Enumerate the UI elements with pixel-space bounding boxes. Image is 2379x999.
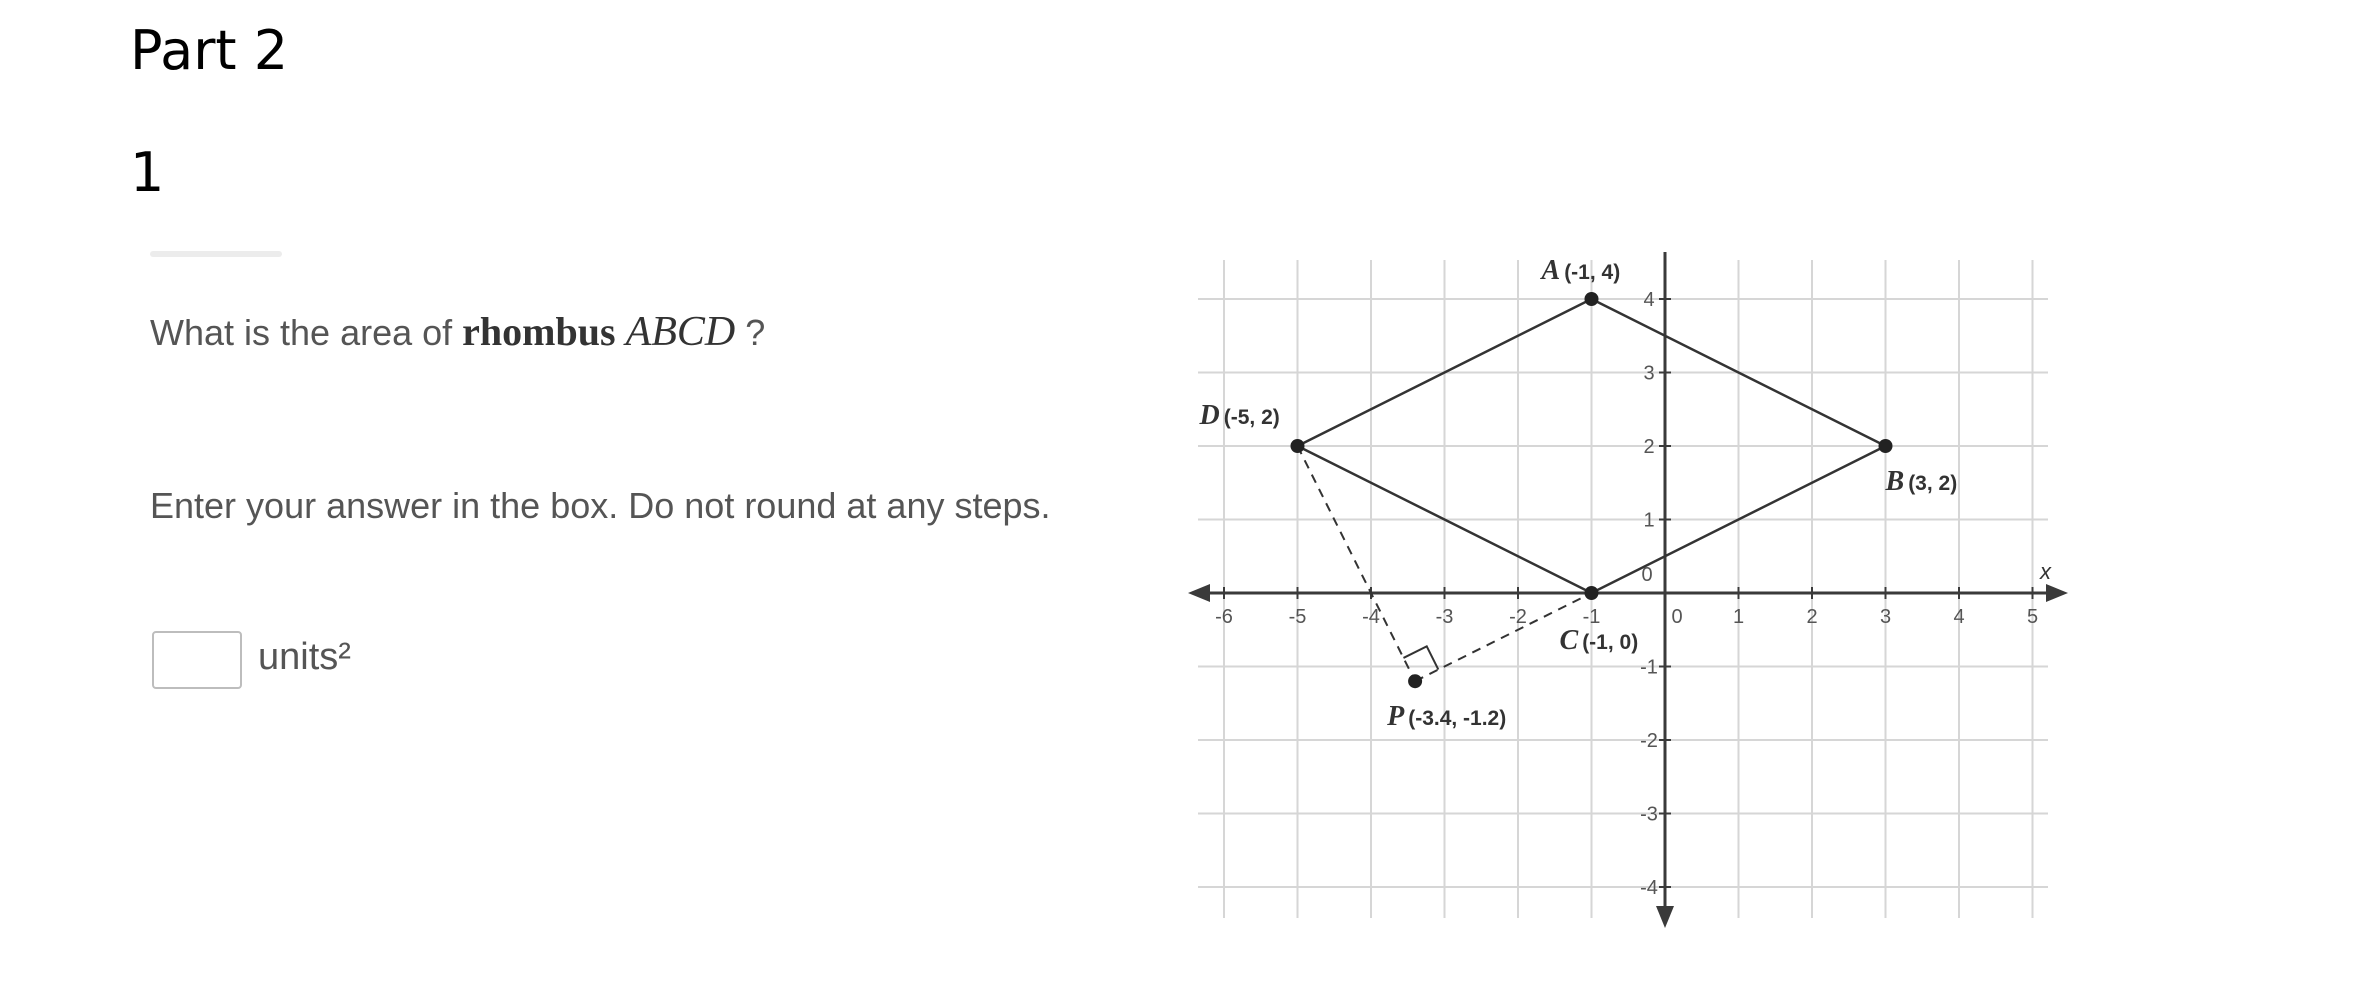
y-tick-label: 3: [1643, 362, 1655, 385]
part-heading: Part 2: [130, 19, 289, 82]
instruction-text: Enter your answer in the box. Do not round at any steps.: [150, 485, 1051, 526]
x-tick-label: -1: [1582, 606, 1601, 628]
question-number: 1: [130, 141, 165, 204]
y-tick-label: -3: [1640, 803, 1658, 826]
question-suffix: ?: [735, 312, 766, 353]
points: [1199, 255, 1958, 732]
point-label-b: B (3, 2): [1885, 466, 1958, 497]
x-tick-label: 3: [1879, 606, 1892, 628]
y-tick-label: 2: [1643, 436, 1655, 458]
dashed-segment-dp: [1298, 446, 1416, 681]
x-tick-label: 2: [1806, 606, 1818, 628]
x-tick-label: 4: [1953, 606, 1965, 628]
x-tick-label: -5: [1288, 606, 1307, 628]
point-b: [1879, 439, 1893, 453]
point-label-p: P (-3.4, -1.2): [1387, 701, 1507, 733]
y-tick-label: 1: [1643, 509, 1655, 532]
question-text: [150, 308, 765, 356]
question-shape-name: ABCD: [625, 309, 736, 355]
axes: [1188, 252, 2068, 928]
point-a: [1585, 292, 1599, 306]
question-shape-word: rhombus: [462, 309, 616, 354]
grid-lines: [1198, 260, 2048, 918]
x-tick-label: 1: [1732, 606, 1745, 628]
point-c: [1585, 586, 1599, 600]
point-p: [1408, 674, 1422, 688]
x-tick-label: -2: [1509, 606, 1527, 628]
divider: [150, 251, 282, 257]
y-axis-arrow-down: [1656, 906, 1674, 928]
x-tick-label: 0: [1671, 606, 1683, 628]
point-label-c: C (-1, 0): [1559, 625, 1639, 656]
x-tick-label: 5: [2026, 606, 2039, 628]
x-axis-label: x: [2040, 559, 2051, 584]
answer-input[interactable]: [152, 631, 242, 689]
point-label-a: A (-1, 4): [1541, 255, 1621, 286]
y-tick-label: -1: [1640, 656, 1658, 679]
question-prefix: What is the area of: [150, 312, 463, 353]
x-axis-arrow-right: [2046, 584, 2068, 602]
x-tick-label: -4: [1362, 606, 1380, 628]
x-tick-label: -6: [1215, 606, 1233, 628]
point-label-d: D (-5, 2): [1199, 400, 1280, 431]
y-tick-label: -4: [1640, 877, 1658, 899]
y-tick-label: 4: [1643, 289, 1655, 311]
x-axis-arrow-left: [1188, 584, 1210, 602]
y-tick-label: -2: [1640, 730, 1658, 752]
y-tick-label: 0: [1641, 564, 1653, 586]
point-d: [1291, 439, 1305, 453]
x-tick-label: -3: [1435, 606, 1454, 628]
coordinate-graph: [1150, 240, 2090, 940]
answer-unit-label: units²: [258, 636, 351, 678]
